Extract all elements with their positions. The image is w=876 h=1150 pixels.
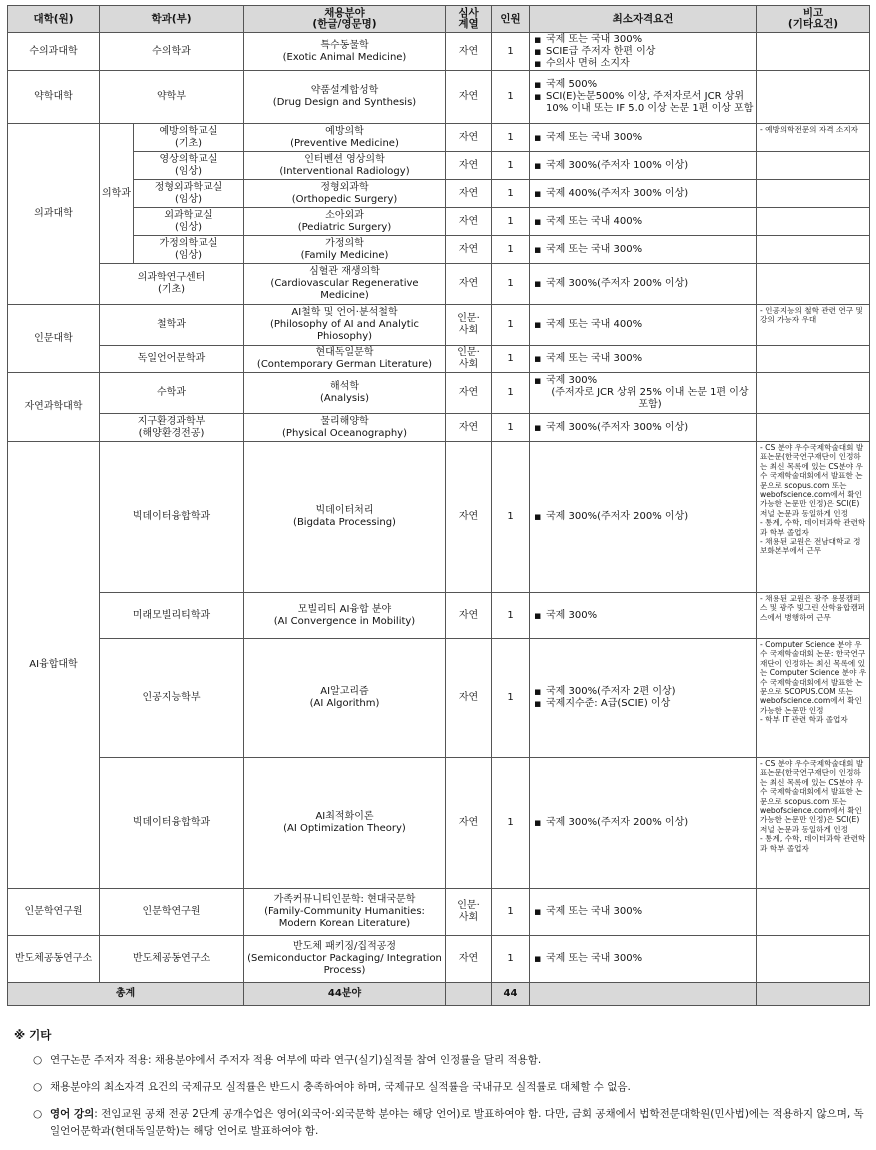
footer-item-text: 연구논문 주저자 적용: 채용분야에서 주저자 적용 여부에 따라 연구(실기)실적물 참여 인정률을 달리 적용함. bbox=[50, 1054, 542, 1066]
note-cell: - 채용된 교원은 광주 용봉캠퍼스 및 광주 빛그린 산학융합캠퍼스에서 병행하여 근무 bbox=[757, 593, 870, 639]
table-row bbox=[8, 124, 870, 152]
circle-bullet-icon: ○ bbox=[33, 1054, 43, 1066]
requirement-cell: ▪ 국제 또는 국내 400% bbox=[530, 208, 757, 236]
count-cell: 1 bbox=[492, 373, 530, 414]
dept-cell: 외과학교실 (임상) bbox=[134, 208, 244, 236]
footer-item bbox=[14, 1052, 869, 1069]
dept-cell: 독일언어문학과 bbox=[100, 346, 244, 373]
requirement-cell: ▪ 국제 300%(주저자 200% 이상) bbox=[530, 758, 757, 889]
requirement-cell: ▪ 국제 300% bbox=[530, 593, 757, 639]
series-cell: 자연 bbox=[446, 180, 492, 208]
series-cell: 인문· 사회 bbox=[446, 346, 492, 373]
requirement-cell: ▪ 국제 또는 국내 300% bbox=[530, 936, 757, 983]
field-cell: 약품설계합성학 (Drug Design and Synthesis) bbox=[244, 71, 446, 124]
series-cell: 인문· 사회 bbox=[446, 305, 492, 346]
table-row bbox=[8, 373, 870, 414]
field-cell: 인터벤션 영상의학 (Interventional Radiology) bbox=[244, 152, 446, 180]
header-note: 비고 (기타요건) bbox=[757, 6, 870, 33]
requirement-cell: ▪ 국제 300%(주저자 200% 이상) bbox=[530, 264, 757, 305]
field-cell: AI최적화이론 (AI Optimization Theory) bbox=[244, 758, 446, 889]
total-fields: 44분야 bbox=[244, 983, 446, 1006]
count-cell: 1 bbox=[492, 33, 530, 71]
note-cell bbox=[757, 208, 870, 236]
college-cell: 인문대학 bbox=[8, 305, 100, 373]
series-cell: 자연 bbox=[446, 414, 492, 442]
dept-cell: 가정의학교실 (임상) bbox=[134, 236, 244, 264]
count-cell: 1 bbox=[492, 889, 530, 936]
dept-cell: 의과학연구센터 (기초) bbox=[100, 264, 244, 305]
count-cell: 1 bbox=[492, 442, 530, 593]
college-cell: 약학대학 bbox=[8, 71, 100, 124]
table-row bbox=[8, 758, 870, 889]
table-row bbox=[8, 936, 870, 983]
footer-title: ※ 기타 bbox=[14, 1028, 52, 1042]
header-row bbox=[8, 6, 870, 33]
count-cell: 1 bbox=[492, 236, 530, 264]
note-cell: - CS 분야 우수국제학술대회 발표논문(한국연구재단이 인정하는 최신 목록에 있는 CS분야 우수 국제학술대회에서 발표한 논문으로 scopus.com 또는 webofscience.com에서 확인 가능한 논문만 인정)은 SCI(E) 저널 논문과 동일하게 인정 - 통계, 수학, 데이터과학 관련학과 학부 졸업자 - 채용된 교원은 전남대학교 정보화본부에서 근무 bbox=[757, 442, 870, 593]
field-cell: 가정의학 (Family Medicine) bbox=[244, 236, 446, 264]
table-row bbox=[8, 33, 870, 71]
count-cell: 1 bbox=[492, 71, 530, 124]
requirement-cell: ▪ 국제 또는 국내 300% bbox=[530, 236, 757, 264]
requirement-cell: ▪ 국제 500% ▪ SCI(E)논문500% 이상, 주저자로서 JCR 상위10% 이내 또는 IF 5.0 이상 논문 1편 이상 포함 bbox=[530, 71, 757, 124]
dept-cell: 철학과 bbox=[100, 305, 244, 346]
circle-bullet-icon: ○ bbox=[33, 1108, 43, 1120]
table-row bbox=[8, 889, 870, 936]
table-row bbox=[8, 236, 870, 264]
count-cell: 1 bbox=[492, 208, 530, 236]
table-row bbox=[8, 152, 870, 180]
requirement-cell: ▪ 국제 또는 국내 300% ▪ SCIE급 주저자 한편 이상 ▪ 수의사 면허 소지자 bbox=[530, 33, 757, 71]
note-cell: - Computer Science 분야 우수 국제학술대회 논문: 한국연구재단이 인정하는 최신 목록에 있는 Computer Science 분야 우수 국제학술대회에서 발표한 논문으로 SCOPUS.COM 또는 webofscience.com에서 확인 가능한 논문만 인정 - 학부 IT 관련 학과 졸업자 bbox=[757, 639, 870, 758]
header-series: 심사 계열 bbox=[446, 6, 492, 33]
dept-cell: 예방의학교실 (기초) bbox=[134, 124, 244, 152]
dept-cell: 인공지능학부 bbox=[100, 639, 244, 758]
dept-cell: 수학과 bbox=[100, 373, 244, 414]
field-cell: 특수동물학 (Exotic Animal Medicine) bbox=[244, 33, 446, 71]
requirement-cell: ▪ 국제 300% (주저자로 JCR 상위 25% 이내 논문 1편 이상 포함) bbox=[530, 373, 757, 414]
note-cell bbox=[757, 236, 870, 264]
requirement-cell: ▪ 국제 400%(주저자 300% 이상) bbox=[530, 180, 757, 208]
total-req-empty bbox=[530, 983, 757, 1006]
header-college: 대학(원) bbox=[8, 6, 100, 33]
field-cell: 정형외과학 (Orthopedic Surgery) bbox=[244, 180, 446, 208]
count-cell: 1 bbox=[492, 758, 530, 889]
field-cell: 현대독일문학 (Contemporary German Literature) bbox=[244, 346, 446, 373]
table-row bbox=[8, 305, 870, 346]
requirement-cell: ▪ 국제 300%(주저자 300% 이상) bbox=[530, 414, 757, 442]
table-row bbox=[8, 639, 870, 758]
series-cell: 자연 bbox=[446, 442, 492, 593]
series-cell: 자연 bbox=[446, 152, 492, 180]
note-cell: - CS 분야 우수국제학술대회 발표논문(한국연구재단이 인정하는 최신 목록에 있는 CS분야 우수 국제학술대회에서 발표한 논문으로 scopus.com 또는 webofscience.com에서 확인 가능한 논문만 인정)은 SCI(E) 저널 논문과 동일하게 인정 - 통계, 수학, 데이터과학 관련학과 학부 졸업자 bbox=[757, 758, 870, 889]
note-cell bbox=[757, 264, 870, 305]
count-cell: 1 bbox=[492, 264, 530, 305]
count-cell: 1 bbox=[492, 639, 530, 758]
recruitment-table bbox=[7, 5, 870, 1006]
series-cell: 자연 bbox=[446, 373, 492, 414]
total-note-empty bbox=[757, 983, 870, 1006]
field-cell: 반도체 패키징/집적공정 (Semiconductor Packaging/ Integration Process) bbox=[244, 936, 446, 983]
total-label: 총계 bbox=[8, 983, 244, 1006]
requirement-cell: ▪ 국제 300%(주저자 200% 이상) bbox=[530, 442, 757, 593]
header-dept: 학과(부) bbox=[100, 6, 244, 33]
series-cell: 자연 bbox=[446, 124, 492, 152]
footer-item-bold: 영어 강의 bbox=[50, 1108, 95, 1120]
count-cell: 1 bbox=[492, 346, 530, 373]
college-cell: 의과대학 bbox=[8, 124, 100, 305]
note-cell: - 예방의학전문의 자격 소지자 bbox=[757, 124, 870, 152]
series-cell: 자연 bbox=[446, 264, 492, 305]
field-cell: 모빌리티 AI융합 분야 (AI Convergence in Mobility) bbox=[244, 593, 446, 639]
requirement-cell: ▪ 국제 300%(주저자 100% 이상) bbox=[530, 152, 757, 180]
dept-cell: 빅데이터융합학과 bbox=[100, 758, 244, 889]
count-cell: 1 bbox=[492, 593, 530, 639]
requirement-cell: ▪ 국제 300%(주저자 2편 이상) ▪ 국제지수준: A급(SCIE) 이상 bbox=[530, 639, 757, 758]
series-cell: 자연 bbox=[446, 71, 492, 124]
table-row bbox=[8, 442, 870, 593]
dept-cell: 영상의학교실 (임상) bbox=[134, 152, 244, 180]
total-count: 44 bbox=[492, 983, 530, 1006]
table-row bbox=[8, 208, 870, 236]
field-cell: 심혈관 재생의학 (Cardiovascular Regenerative Medicine) bbox=[244, 264, 446, 305]
table-row bbox=[8, 71, 870, 124]
footer-item bbox=[14, 1106, 869, 1140]
college-cell: 반도체공동연구소 bbox=[8, 936, 100, 983]
note-cell bbox=[757, 373, 870, 414]
count-cell: 1 bbox=[492, 305, 530, 346]
dept-cell: 미래모빌리티학과 bbox=[100, 593, 244, 639]
note-cell bbox=[757, 180, 870, 208]
note-cell: - 인공지능의 철학 관련 연구 및 강의 가능자 우대 bbox=[757, 305, 870, 346]
series-cell: 자연 bbox=[446, 33, 492, 71]
count-cell: 1 bbox=[492, 152, 530, 180]
dept-cell: 정형외과학교실 (임상) bbox=[134, 180, 244, 208]
series-cell: 자연 bbox=[446, 208, 492, 236]
college-cell: 자연과학대학 bbox=[8, 373, 100, 442]
requirement-cell: ▪ 국제 또는 국내 400% bbox=[530, 305, 757, 346]
field-cell: 물리해양학 (Physical Oceanography) bbox=[244, 414, 446, 442]
requirement-cell: ▪ 국제 또는 국내 300% bbox=[530, 346, 757, 373]
header-field: 채용분야 (한글/영문명) bbox=[244, 6, 446, 33]
series-cell: 자연 bbox=[446, 758, 492, 889]
dept-cell: 반도체공동연구소 bbox=[100, 936, 244, 983]
note-cell bbox=[757, 152, 870, 180]
dept-cell: 약학부 bbox=[100, 71, 244, 124]
note-cell bbox=[757, 414, 870, 442]
count-cell: 1 bbox=[492, 124, 530, 152]
requirement-cell: ▪ 국제 또는 국내 300% bbox=[530, 889, 757, 936]
series-cell: 자연 bbox=[446, 639, 492, 758]
note-cell bbox=[757, 889, 870, 936]
college-cell: 인문학연구원 bbox=[8, 889, 100, 936]
table-row bbox=[8, 180, 870, 208]
dept-cell: 수의학과 bbox=[100, 33, 244, 71]
note-cell bbox=[757, 33, 870, 71]
field-cell: 소아외과 (Pediatric Surgery) bbox=[244, 208, 446, 236]
total-row bbox=[8, 983, 870, 1006]
header-requirements: 최소자격요건 bbox=[530, 6, 757, 33]
field-cell: 가족커뮤니티인문학: 현대국문학 (Family-Community Humanities: Modern Korean Literature) bbox=[244, 889, 446, 936]
field-cell: AI알고리즘 (AI Algorithm) bbox=[244, 639, 446, 758]
dept-group-cell: 의학과 bbox=[100, 124, 134, 264]
note-cell bbox=[757, 71, 870, 124]
footer-item-text: : 전임교원 공채 전공 2단계 공개수업은 영어(외국어·외국문학 분야는 해당 언어)로 발표하여야 함. 다만, 금회 공채에서 법학전문대학원(민사법)에는 적용하지 않으며, 독일언어문학과(현대독일문학)는 해당 언어로 발표하여야 함. bbox=[50, 1108, 864, 1137]
college-cell: AI융합대학 bbox=[8, 442, 100, 889]
dept-cell: 인문학연구원 bbox=[100, 889, 244, 936]
table-row bbox=[8, 264, 870, 305]
table-row bbox=[8, 593, 870, 639]
footer-item bbox=[14, 1079, 869, 1096]
table-row bbox=[8, 346, 870, 373]
field-cell: AI철학 및 언어·분석철학 (Philosophy of AI and Analytic Phiosophy) bbox=[244, 305, 446, 346]
footer-item-text: 채용분야의 최소자격 요건의 국제규모 실적률은 반드시 충족하여야 하며, 국제규모 실적률을 국내규모 실적률로 대체할 수 없음. bbox=[50, 1081, 631, 1093]
field-cell: 예방의학 (Preventive Medicine) bbox=[244, 124, 446, 152]
table-row bbox=[8, 414, 870, 442]
note-cell bbox=[757, 346, 870, 373]
series-cell: 자연 bbox=[446, 593, 492, 639]
note-cell bbox=[757, 936, 870, 983]
requirement-cell: ▪ 국제 또는 국내 300% bbox=[530, 124, 757, 152]
dept-cell: 빅데이터융합학과 bbox=[100, 442, 244, 593]
total-series-empty bbox=[446, 983, 492, 1006]
series-cell: 자연 bbox=[446, 936, 492, 983]
series-cell: 자연 bbox=[446, 236, 492, 264]
count-cell: 1 bbox=[492, 936, 530, 983]
field-cell: 빅데이터처리 (Bigdata Processing) bbox=[244, 442, 446, 593]
field-cell: 해석학 (Analysis) bbox=[244, 373, 446, 414]
circle-bullet-icon: ○ bbox=[33, 1081, 43, 1093]
header-count: 인원 bbox=[492, 6, 530, 33]
footer-notes bbox=[14, 1027, 869, 1150]
college-cell: 수의과대학 bbox=[8, 33, 100, 71]
dept-cell: 지구환경과학부 (해양환경전공) bbox=[100, 414, 244, 442]
series-cell: 인문· 사회 bbox=[446, 889, 492, 936]
count-cell: 1 bbox=[492, 180, 530, 208]
count-cell: 1 bbox=[492, 414, 530, 442]
